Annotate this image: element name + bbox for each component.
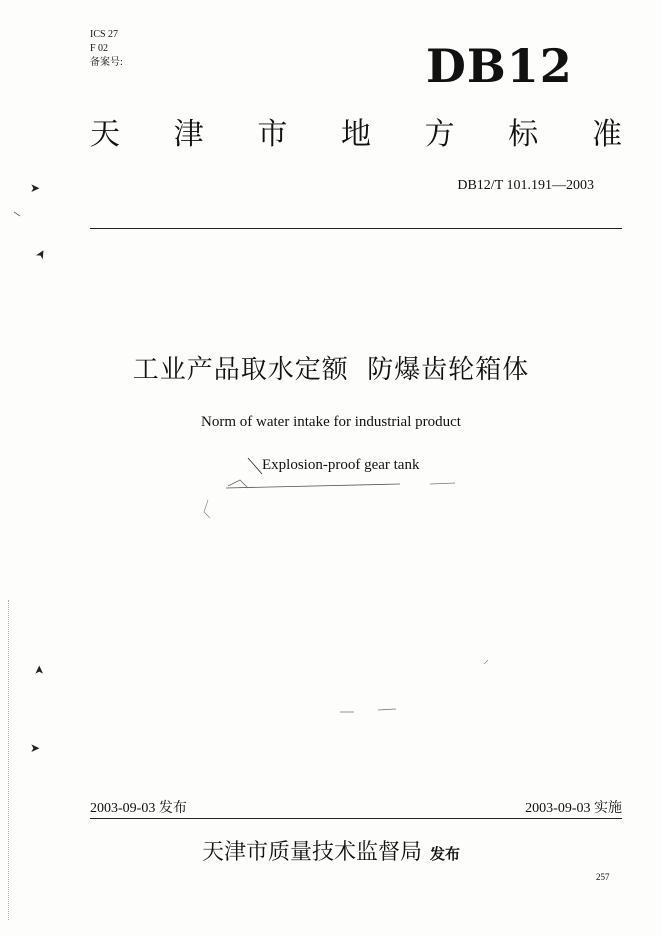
ccs-code: F 02 [90, 43, 109, 54]
margin-mark: ➤ [30, 741, 41, 755]
standard-type-char: 天 [90, 117, 120, 152]
standard-logo: DB12 [426, 39, 573, 93]
standard-code: DB12/T 101.191—2003 [457, 178, 594, 193]
scan-noise-stroke [378, 709, 396, 710]
standard-type-char: 津 [173, 117, 204, 152]
record-number-label: 备案号: [90, 57, 123, 68]
standard-type-heading [90, 115, 622, 155]
scan-noise-stroke [484, 660, 488, 664]
document-title-zh: 工业产品取水定额 防爆齿轮箱体 [132, 355, 530, 385]
standard-type-char: 市 [257, 117, 288, 152]
issue-date: 2003-09-03 发布 [90, 801, 187, 816]
margin-mark: ➤ [32, 246, 50, 262]
document-title-en: Norm of water intake for industrial product [201, 414, 461, 430]
standard-type-char: 方 [424, 117, 455, 152]
standard-type-char: 准 [591, 117, 622, 152]
header-divider [90, 228, 622, 229]
margin-mark: ➤ [32, 664, 47, 676]
scan-noise-stroke [204, 500, 210, 518]
classification-block [90, 28, 123, 70]
publisher-suffix: 发布 [430, 845, 461, 863]
standard-type-char: 标 [508, 117, 539, 152]
margin-mark: ➤ [30, 181, 41, 195]
scan-noise-stroke [248, 458, 262, 474]
standard-type-char: 地 [340, 117, 371, 152]
publisher-line [0, 838, 662, 869]
scan-noise-stroke [228, 480, 248, 488]
implementation-date: 2003-09-03 实施 [525, 801, 622, 816]
footer-divider [90, 818, 622, 819]
ics-code: ICS 27 [90, 29, 119, 40]
document-subtitle-en: Explosion-proof gear tank [262, 457, 420, 473]
scan-edge [8, 600, 9, 920]
scan-noise-stroke [430, 483, 455, 484]
page-number: 257 [596, 872, 610, 882]
scan-noise-stroke [14, 212, 20, 216]
publisher-name: 天津市质量技术监督局 [201, 840, 422, 865]
scan-noise-stroke [226, 484, 400, 488]
